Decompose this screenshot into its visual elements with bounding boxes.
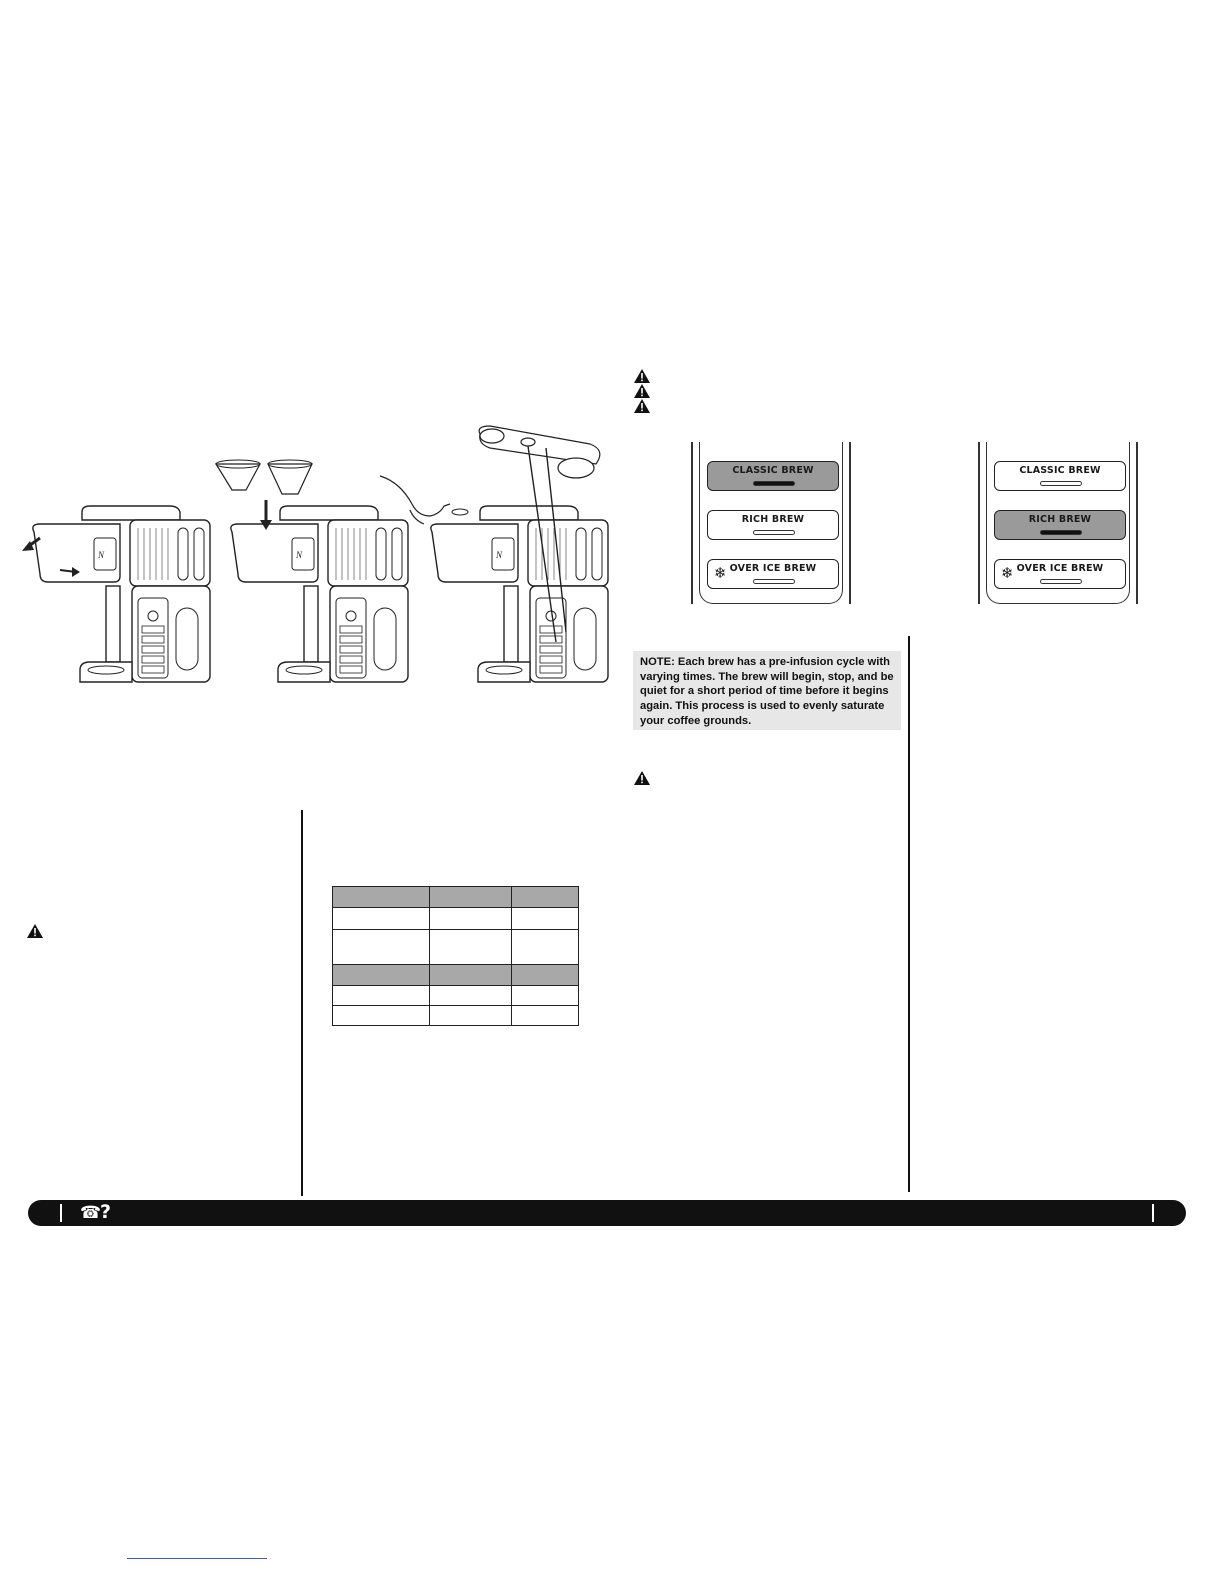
table-cell (333, 930, 430, 965)
brew-size-table (332, 886, 579, 1026)
phone-icon: ☎ (80, 1203, 102, 1223)
link-underline (127, 1558, 267, 1559)
rich-brew-button[interactable] (994, 510, 1126, 540)
table-cell (430, 986, 512, 1006)
over-ice-brew-button[interactable] (707, 559, 839, 589)
column-divider (301, 810, 303, 1196)
table-row (333, 1006, 579, 1026)
snowflake-icon: ❄ (1001, 564, 1014, 582)
indicator-light (1040, 481, 1082, 486)
table-cell (333, 908, 430, 930)
control-panel-rich-selected (978, 442, 1138, 604)
table-cell (430, 908, 512, 930)
indicator-light (753, 579, 795, 584)
over-ice-brew-button[interactable] (994, 559, 1126, 589)
pre-infusion-note: NOTE: Each brew has a pre-infusion cycle with varying times. The brew will begin, stop, and be quiet for a short period of time before it begins again. This process is used to evenly saturate your coffee grounds. (633, 651, 901, 730)
warning-triangle-icon (634, 771, 650, 785)
rich-brew-button[interactable] (707, 510, 839, 540)
footer-separator (1152, 1204, 1154, 1222)
table-header-row (333, 965, 579, 986)
warning-triangle-icon (634, 369, 650, 383)
button-label: RICH BREW (741, 514, 805, 525)
snowflake-icon: ❄ (714, 564, 727, 582)
table-cell (333, 887, 430, 908)
button-label: OVER ICE BREW (1016, 563, 1104, 574)
button-label: OVER ICE BREW (729, 563, 817, 574)
table-cell (430, 1006, 512, 1026)
table-cell (333, 1006, 430, 1026)
column-divider (908, 636, 910, 1192)
warning-triangle-icon (634, 399, 650, 413)
warning-triangle-icon (634, 384, 650, 398)
table-cell (512, 1006, 579, 1026)
help-question-icon: ? (100, 1201, 112, 1223)
table-cell (512, 986, 579, 1006)
table-row (333, 908, 579, 930)
table-cell (512, 908, 579, 930)
table-cell (333, 986, 430, 1006)
table-cell (430, 887, 512, 908)
indicator-light (753, 481, 795, 486)
classic-brew-button[interactable] (994, 461, 1126, 491)
control-panel-classic-selected (691, 442, 851, 604)
table-row (333, 986, 579, 1006)
button-label: CLASSIC BREW (732, 465, 814, 476)
button-label: RICH BREW (1028, 514, 1092, 525)
table-cell (512, 887, 579, 908)
brewer-illustration (20, 420, 620, 690)
table-cell (512, 965, 579, 986)
table-row (333, 930, 579, 965)
warning-triangle-icon (27, 924, 43, 938)
indicator-light (753, 530, 795, 535)
table-cell (512, 930, 579, 965)
table-cell (430, 930, 512, 965)
table-cell (430, 965, 512, 986)
classic-brew-button[interactable] (707, 461, 839, 491)
footer-separator (60, 1204, 62, 1222)
table-header-row (333, 887, 579, 908)
table-cell (333, 965, 430, 986)
footer-bar (28, 1200, 1186, 1226)
indicator-light (1040, 579, 1082, 584)
button-label: CLASSIC BREW (1019, 465, 1101, 476)
indicator-light (1040, 530, 1082, 535)
